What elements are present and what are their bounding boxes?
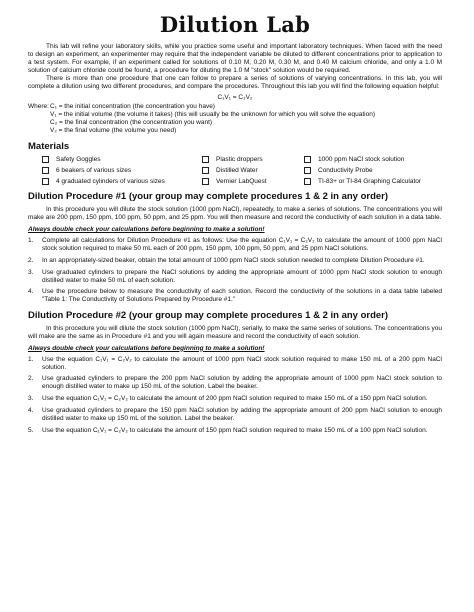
checkbox-icon [42,178,49,185]
checkbox-icon [202,156,209,163]
material-item: Conductivity Probe [304,167,442,175]
material-item: 1000 ppm NaCl stock solution [304,156,442,164]
checkbox-icon [304,167,311,174]
checkbox-icon [202,178,209,185]
material-item: Vernier LabQuest [202,178,304,186]
dilution-equation: C₁V₁ = C₂V₂ [217,93,253,101]
materials-heading: Materials [28,141,70,153]
procedure2-steps [28,356,442,435]
checkbox-icon [42,156,49,163]
list-item: 3. Use the equation C₁V₁ = C₂V₂ to calculate the amount of 200 ppm NaCl solution required to make 150 mL of a 150 ppm NaCl solution. [28,395,428,403]
intro-paragraph-2: There is more than one procedure that one can follow to prepare a series of solutions of varying concentrations. In this lab, you will complete a dilution using two different procedures, and compare the procedures. Throughout this lab you will find the following equation helpful: [28,74,442,90]
where-label: Where: [28,103,49,111]
list-item: 5. Use the equation C₁V₁ = C₂V₂ to calculate the amount of 150 ppm NaCl solution required to make 150 mL of a 100 ppm NaCl solution. [28,427,428,435]
definition-v2: V₂ = the final volume (the volume you need) [50,127,177,135]
checkbox-icon [304,178,311,185]
intro-paragraph-1: This lab will refine your laboratory skills, while you practice some useful and important laboratory techniques. When faced with the need to design an experiment, an experimenter may require that the independent variable be diluted to different concentrations prior to application to a test system. For example, if an experiment called for solutions of 0.10 M, 0.20 M, 0.30 M, and 0.40 M calcium chloride, and only a 1.0 M solution of calcium chloride could be found, a procedure for diluting the 1.0 M "stock" solution would be required. [28,43,442,74]
variable-definitions [28,103,442,135]
material-item: Distilled Water [202,167,304,175]
material-item: TI-83+ or TI-84 Graphing Calculator [304,178,442,186]
procedure1-intro: In this procedure you will dilute the stock solution (1000 ppm NaCl), repeatedly, to make a series of solutions. The concentrations you will make are 200 ppm, 150 ppm, 100 ppm, 50 ppm, and 25 ppm. You will then measure and record the conductivity of each solution in a data table. [28,206,442,221]
definition-c2: C₂ = the final concentration (the concentration you want) [50,119,213,127]
material-item: 4 graduated cylinders of various sizes [42,178,202,186]
definition-c1: C₁ = the initial concentration (the concentration you have) [50,103,215,111]
list-item: 1. Complete all calculations for Dilution Procedure #1 as follows: Use the equation C₁V₁ = C₂V₂ to calculate the amount of 1000 ppm NaCl stock solution required to make 50 mL each of 200 ppm, 150 ppm, 100 ppm, 50 ppm, and 25 ppm NaCl solutions. [28,236,442,252]
material-item: Plastic droppers [202,156,304,164]
material-item: Safety Goggles [42,156,202,164]
material-item: 6 beakers of various sizes [42,167,202,175]
procedure2-warning: Always double check your calculations before beginning to make a solution! [28,344,265,352]
checkbox-icon [42,167,49,174]
checkbox-icon [304,156,311,163]
definition-v1: V₁ = the initial volume (the volume it takes) (this will usually be the unknown for which you will solve the equation) [50,111,376,119]
list-item: 2. Use graduated cylinders to prepare the 200 ppm NaCl solution by adding the appropriate amount of 1000 ppm NaCl stock solution to enough distilled water to make up 150 mL of the solution. Label the beaker. [28,375,442,391]
list-item: 1. Use the equation C₁V₁ = C₂V₂ to calculate the amount of 1000 ppm NaCl stock solution required to make 150 mL of a 200 ppm NaCl solution. [28,355,442,371]
procedure1-warning: Always double check your calculations before beginning to make a solution! [28,225,265,233]
procedure1-steps [28,237,442,304]
procedure2-intro: In this procedure you will dilute the stock solution (1000 ppm NaCl), serially, to make the same series of solutions. The concentrations you will make are the same as in Procedure #1 and you will again measure and record the conductivity of each solution. [28,324,442,340]
page-title: Dilution Lab [159,12,311,37]
list-item: 3. Use graduated cylinders to prepare the NaCl solutions by adding the appropriate amount of 1000 ppm NaCl stock solution to enough distilled water to make 50 mL of each solution. [28,268,442,284]
list-item: 4. Use graduated cylinders to prepare the 150 ppm NaCl solution by adding the appropriate amount of 200 ppm NaCl solution to enough distilled water to make up 150 mL of the solution. Label the beaker. [28,407,442,423]
list-item: 2. In an appropriately-sized beaker, obtain the total amount of 1000 ppm NaCl stock solution needed to complete Dilution Procedure #1. [28,256,425,264]
materials-list [42,156,442,186]
procedure2-heading: Dilution Procedure #2 (your group may complete procedures 1 & 2 in any order) [28,310,389,322]
procedure1-heading: Dilution Procedure #1 (your group may complete procedures 1 & 2 in any order) [28,191,389,203]
list-item: 4. Use the procedure below to measure the conductivity of each solution. Record the conductivity of the solutions in a data table labeled "Table 1: The Conductivity of Solutions Prepared by Procedure #1." [28,288,442,304]
checkbox-icon [202,167,209,174]
